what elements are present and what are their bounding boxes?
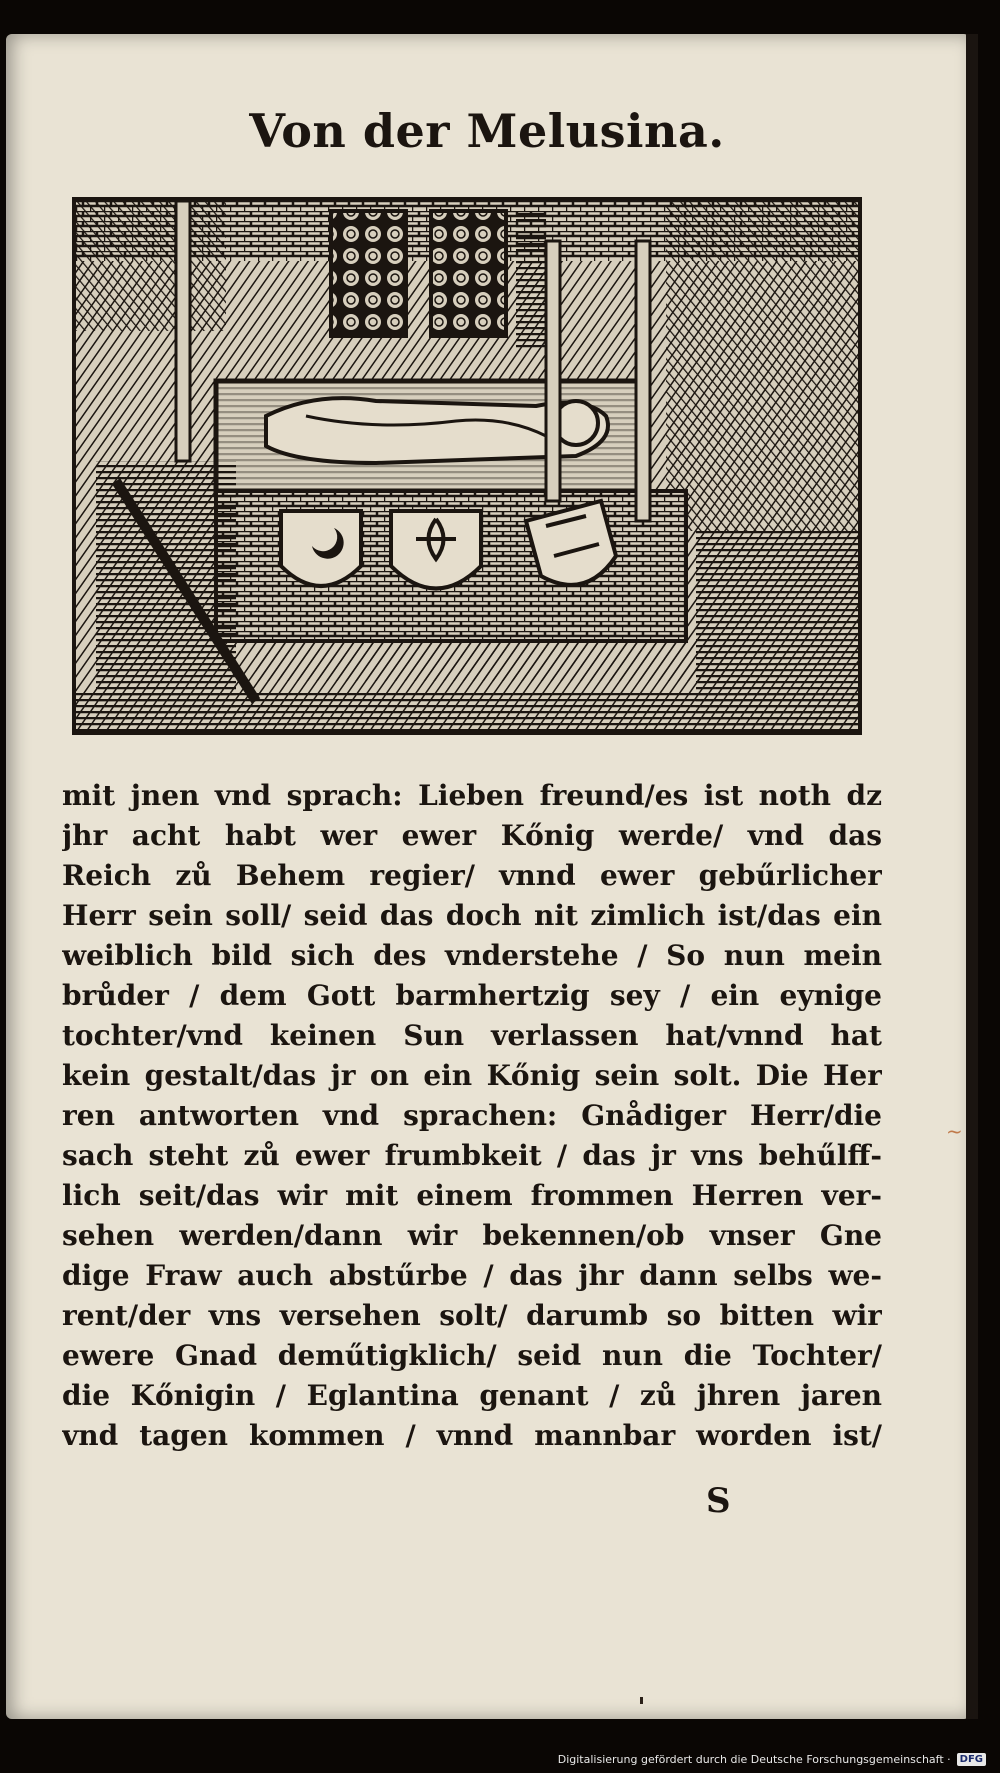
page-edge (966, 34, 978, 1719)
text-line: kein gestalt/das jr on ein Kőnig sein solt. Die Her (62, 1059, 882, 1092)
text-line: brůder / dem Gott barmhertzig sey / ein eynige (62, 979, 882, 1012)
text-line: weiblich bild sich des vnderstehe / So nun mein (62, 939, 882, 972)
text-line: sehen werden/dann wir bekennen/ob vnser Gne (62, 1219, 882, 1252)
text-line: die Kőnigin / Eglantina genant / zů jhren jaren (62, 1379, 882, 1412)
text-line: lich seit/das wir mit einem frommen Herren ver- (62, 1179, 882, 1212)
text-line: rent/der vns versehen solt/ darumb so bitten wir (62, 1299, 882, 1332)
body-text (62, 776, 882, 1456)
text-line: vnd tagen kommen / vnnd mannbar worden ist/ (62, 1419, 882, 1452)
book-page (6, 34, 968, 1719)
text-line: mit jnen vnd sprach: Lieben freund/es ist noth dz (62, 779, 882, 812)
text-line: Herr sein soll/ seid das doch nit zimlich ist/das ein (62, 899, 882, 932)
text-line: tochter/vnd keinen Sun verlassen hat/vnnd hat (62, 1019, 882, 1052)
text-line: Reich zů Behem regier/ vnnd ewer gebűrlicher (62, 859, 882, 892)
text-line: dige Fraw auch abstűrbe / das jhr dann selbs we- (62, 1259, 882, 1292)
woodcut-illustration (72, 197, 862, 735)
footer-credit (558, 1749, 986, 1769)
signature-mark: S (706, 1481, 731, 1521)
running-title: Von der Melusina. (249, 104, 725, 158)
footer-credit-text: Digitalisierung gefördert durch die Deutsche Forschungsgemeinschaft · (557, 1752, 951, 1766)
text-line: jhr acht habt wer ewer Kőnig werde/ vnd das (62, 819, 882, 852)
dfg-logo: DFG (957, 1753, 986, 1766)
text-line: ewere Gnad deműtigklich/ seid nun die Tochter/ (62, 1339, 882, 1372)
text-line: sach steht zů ewer frumbkeit / das jr vns behűlff- (62, 1139, 882, 1172)
margin-mark: ~ (946, 1119, 963, 1143)
ink-dot (640, 1697, 643, 1704)
text-line: ren antworten vnd sprachen: Gnådiger Herr/die (62, 1099, 882, 1132)
woodcut-tomb-image (76, 201, 858, 731)
